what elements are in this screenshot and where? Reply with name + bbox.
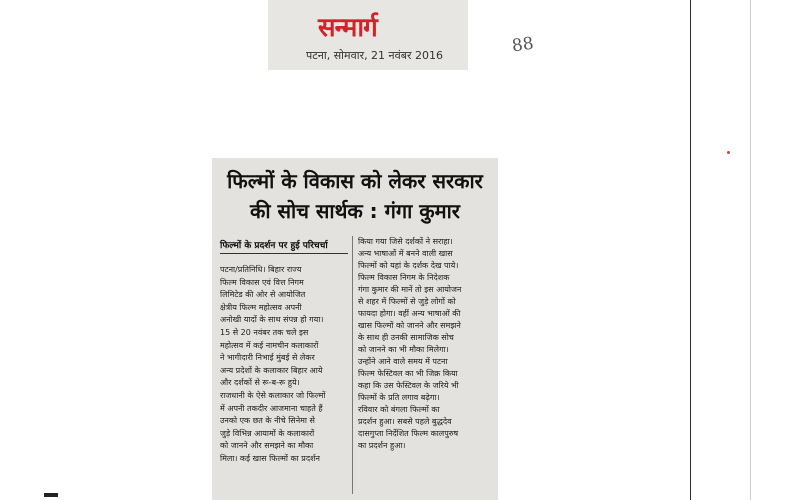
body-line: का प्रदर्शन हुआ। bbox=[358, 441, 406, 450]
body-line: उन्होंने आने वाले समय में पटना bbox=[358, 357, 448, 366]
body-line: अन्य प्रदेशों के कलाकार बिहार आये bbox=[220, 365, 323, 375]
body-line: से शहर में फिल्मों से जुड़े लोगों को bbox=[358, 297, 456, 306]
body-line: लिमिटेड की ओर से आयोजित bbox=[220, 290, 306, 300]
body-line: महोत्सव में कई नामचीन कलाकारों bbox=[220, 340, 319, 350]
page-edge-rule bbox=[690, 0, 691, 500]
body-line: जुड़े विभिन्न आयामों के कलाकारों bbox=[220, 428, 315, 438]
article-clipping bbox=[212, 158, 498, 500]
body-line: 15 से 20 नवंबर तक चले इस bbox=[220, 327, 309, 337]
body-line: उनको एक छत के नीचे सिनेमा से bbox=[220, 416, 315, 426]
body-line: रविवार को बंगला फिल्मों का bbox=[358, 405, 440, 414]
body-line: अनोखी यादों के साथ संपन्न हो गया। bbox=[220, 315, 324, 325]
body-line: गंगा कुमार की मानें तो इस आयोजन bbox=[358, 285, 462, 294]
body-line: फिल्म विकास निगम के निदेशक bbox=[358, 273, 450, 282]
body-line: फायदा होगा। वहीं अन्य भाषाओं की bbox=[358, 309, 461, 318]
body-line: में अपनी तकदीर आजमाना चाहते हैं bbox=[220, 403, 323, 413]
body-line: फिल्मों को यहां के दर्शक देख पाये। bbox=[358, 261, 459, 270]
body-line: दासगुप्ता निर्देशित फिल्म कालपुरुष bbox=[358, 429, 459, 438]
article-column-right bbox=[358, 236, 488, 452]
article-headline bbox=[212, 166, 498, 226]
article-column-left bbox=[220, 264, 348, 466]
body-line: किया गया जिसे दर्शकों ने सराहा। bbox=[358, 237, 453, 246]
body-line: मिला। कई खास फिल्मों का प्रदर्शन bbox=[220, 453, 320, 463]
body-line: फिल्म फेस्टिवल का भी जिक्र किया bbox=[358, 369, 458, 378]
body-line: कहा कि उस फेस्टिवल के जरिये भी bbox=[358, 381, 459, 390]
body-line: फिल्मों के प्रति लगाव बढ़ेगा। bbox=[358, 393, 440, 402]
newspaper-masthead-clipping bbox=[268, 0, 468, 70]
body-line: अन्य भाषाओं में बनने वाली खास bbox=[358, 249, 453, 258]
body-line: और दर्शकों से रू-ब-रू हुये। bbox=[220, 378, 300, 388]
headline-line: की सोच सार्थक : गंगा कुमार bbox=[250, 199, 460, 223]
body-line: को जानने और समझने का मौका bbox=[220, 441, 314, 451]
body-line: पटना/प्रतिनिधि। बिहार राज्य bbox=[220, 265, 302, 274]
body-line: फिल्म विकास एवं वित्त निगम bbox=[220, 277, 304, 287]
body-line: क्षेत्रीय फिल्म महोत्सव अपनी bbox=[220, 302, 302, 312]
scan-speck bbox=[727, 151, 730, 154]
article-subhead: फिल्मों के प्रदर्शन पर हुई परिचर्चा bbox=[220, 238, 348, 254]
body-line: खास फिल्मों को जानने और समझने bbox=[358, 321, 461, 330]
scan-mark bbox=[44, 493, 58, 497]
newspaper-logo: सन्मार्ग bbox=[318, 13, 377, 43]
body-line: के साथ ही उनकी सामाजिक सोच bbox=[358, 333, 454, 342]
headline-line: फिल्मों के विकास को लेकर सरकार bbox=[227, 169, 483, 193]
page-edge-rule-faint bbox=[750, 0, 751, 500]
body-line: को जानने का भी मौका मिलेगा। bbox=[358, 345, 449, 354]
dateline: पटना, सोमवार, 21 नवंबर 2016 bbox=[306, 49, 444, 62]
body-line: प्रदर्शन हुआ। सबसे पहले बुद्धदेव bbox=[358, 417, 452, 426]
handwritten-page-number: 88 bbox=[510, 33, 535, 57]
body-line: ने भागीदारी निभाई मुंबई से लेकर bbox=[220, 353, 315, 363]
column-divider bbox=[352, 236, 353, 494]
body-line: राजधानी के ऐसे कलाकार जो फिल्मों bbox=[220, 390, 326, 400]
